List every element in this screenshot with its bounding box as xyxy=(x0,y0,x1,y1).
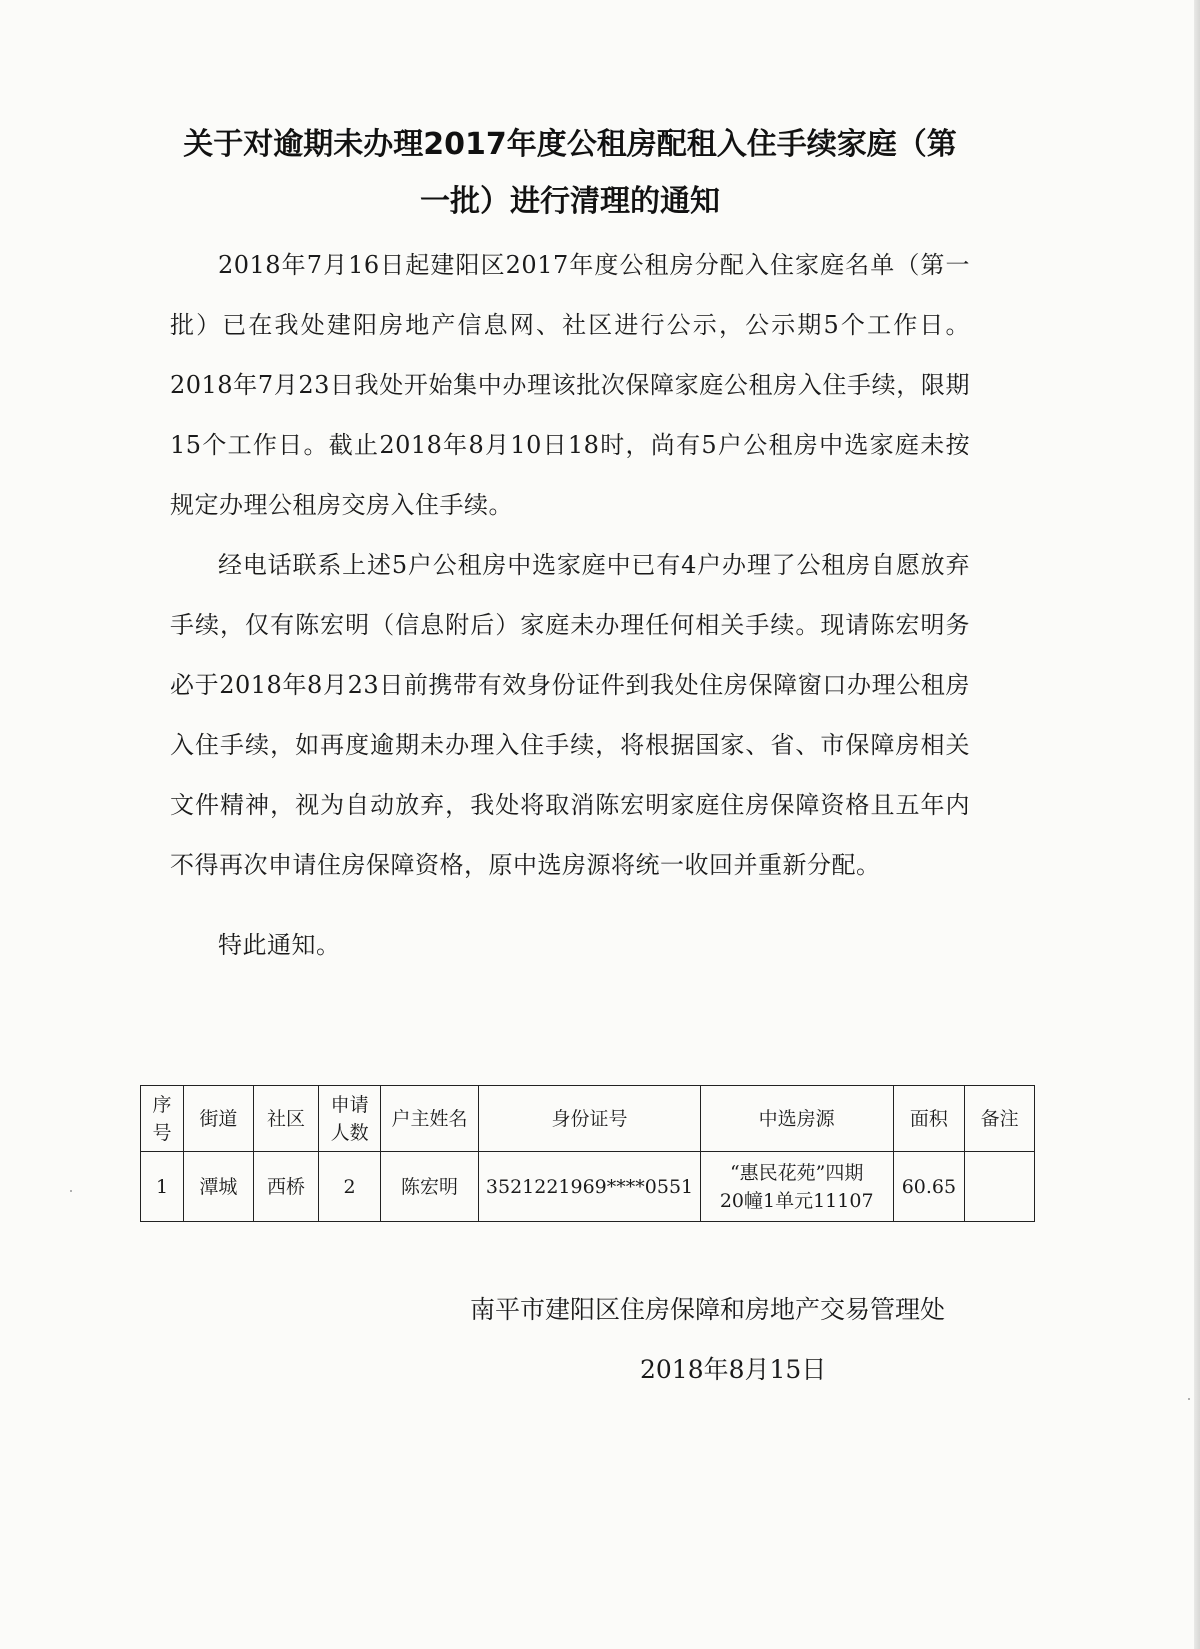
document-title-line1: 关于对逾期未办理2017年度公租房配租入住手续家庭（第 xyxy=(183,127,957,162)
body-paragraph-1: 2018年7月16日起建阳区2017年度公租房分配入住家庭名单（第一批）已在我处建阳房地产信息网、社区进行公示，公示期5个工作日。2018年7月23日我处开始集中办理该批次保障家庭公租房入住手续，限期15个工作日。截止2018年8月10日18时，尚有5户公租房中选家庭未按规定办理公租房交房入住手续。 xyxy=(170,251,970,519)
header-remark: 备注 xyxy=(965,1086,1035,1152)
cell-seq: 1 xyxy=(141,1152,184,1222)
header-head-name: 户主姓名 xyxy=(380,1086,478,1152)
cell-head-name: 陈宏明 xyxy=(380,1152,478,1222)
header-id-number: 身份证号 xyxy=(479,1086,701,1152)
household-info-table xyxy=(140,1085,1035,1222)
cell-id-number: 3521221969****0551 xyxy=(479,1152,701,1222)
body-paragraph-2: 经电话联系上述5户公租房中选家庭中已有4户办理了公租房自愿放弃手续，仅有陈宏明（信息附后）家庭未办理任何相关手续。现请陈宏明务必于2018年8月23日前携带有效身份证件到我处住房保障窗口办理公租房入住手续，如再度逾期未办理入住手续，将根据国家、省、市保障房相关文件精神，视为自动放弃，我处将取消陈宏明家庭住房保障资格且五年内不得再次申请住房保障资格，原中选房源将统一收回并重新分配。 xyxy=(170,551,970,879)
cell-street: 潭城 xyxy=(184,1152,254,1222)
page-edge xyxy=(1194,0,1200,1649)
scan-speck xyxy=(70,1190,72,1192)
document-title-line2: 一批）进行清理的通知 xyxy=(420,184,720,219)
scan-speck xyxy=(1188,1398,1190,1400)
closing-text: 特此通知。 xyxy=(218,931,341,959)
header-housing: 中选房源 xyxy=(700,1086,893,1152)
issue-date: 2018年8月15日 xyxy=(640,1355,827,1384)
table-header-row xyxy=(141,1086,1035,1152)
housing-line1: “惠民花苑”四期 xyxy=(729,1161,864,1184)
table-row xyxy=(141,1152,1035,1222)
header-area: 面积 xyxy=(893,1086,965,1152)
issuer-signature: 南平市建阳区住房保障和房地产交易管理处 xyxy=(470,1295,946,1324)
cell-housing xyxy=(700,1152,893,1222)
housing-line2: 20幢1单元11107 xyxy=(719,1189,874,1212)
header-street: 街道 xyxy=(184,1086,254,1152)
cell-community: 西桥 xyxy=(253,1152,319,1222)
header-community: 社区 xyxy=(253,1086,319,1152)
cell-applicants: 2 xyxy=(319,1152,380,1222)
header-seq: 序号 xyxy=(141,1086,184,1152)
cell-area: 60.65 xyxy=(893,1152,965,1222)
cell-remark xyxy=(965,1152,1035,1222)
header-applicants: 申请人数 xyxy=(319,1086,380,1152)
